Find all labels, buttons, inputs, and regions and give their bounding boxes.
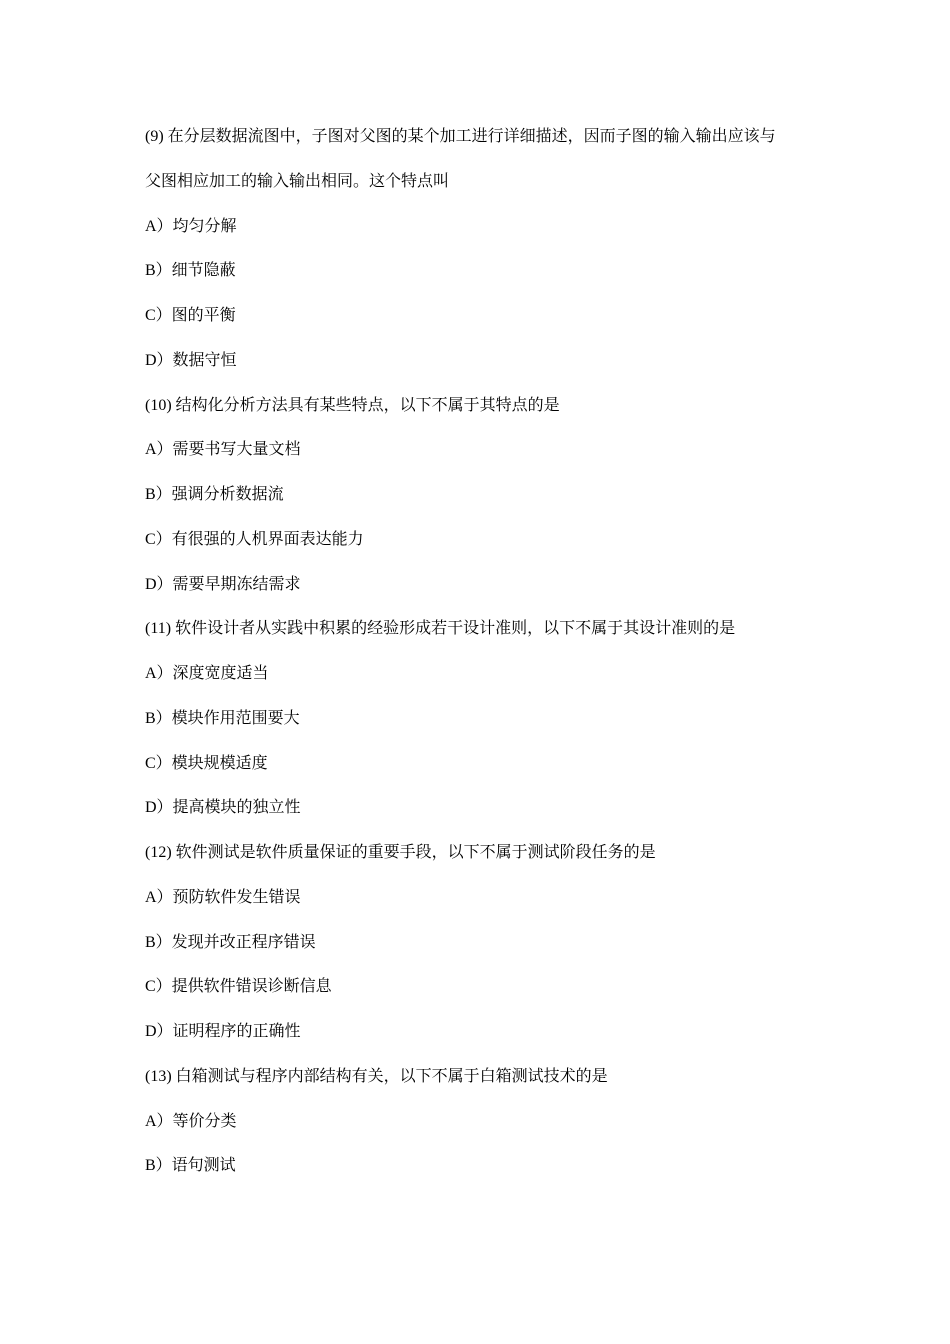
question-10-stem: (10) 结构化分析方法具有某些特点，以下不属于其特点的是 xyxy=(145,397,560,414)
question-9-option-a: A）均匀分解 xyxy=(145,218,237,235)
question-13-option-a: A）等价分类 xyxy=(145,1113,237,1130)
question-10-option-c: C）有很强的人机界面表达能力 xyxy=(145,531,364,548)
question-10-option-d: D）需要早期冻结需求 xyxy=(145,576,301,593)
question-10-option-a: A）需要书写大量文档 xyxy=(145,441,301,458)
question-9-option-c: C）图的平衡 xyxy=(145,307,236,324)
question-9-stem-line-2: 父图相应加工的输入输出相同。这个特点叫 xyxy=(145,173,450,190)
question-11-option-a: A）深度宽度适当 xyxy=(145,665,269,682)
question-12-option-b: B）发现并改正程序错误 xyxy=(145,934,316,951)
question-11-option-d: D）提高模块的独立性 xyxy=(145,799,301,816)
question-12-option-a: A）预防软件发生错误 xyxy=(145,889,301,906)
question-11-option-b: B）模块作用范围要大 xyxy=(145,710,300,727)
question-9-option-b: B）细节隐蔽 xyxy=(145,262,236,279)
question-13-option-b: B）语句测试 xyxy=(145,1157,236,1174)
question-10-option-b: B）强调分析数据流 xyxy=(145,486,284,503)
question-12-stem: (12) 软件测试是软件质量保证的重要手段，以下不属于测试阶段任务的是 xyxy=(145,844,656,861)
question-9-option-d: D）数据守恒 xyxy=(145,352,237,369)
question-13-stem: (13) 白箱测试与程序内部结构有关，以下不属于白箱测试技术的是 xyxy=(145,1068,608,1085)
question-12-option-c: C）提供软件错误诊断信息 xyxy=(145,978,332,995)
question-9-stem-line-1: (9) 在分层数据流图中，子图对父图的某个加工进行详细描述，因而子图的输入输出应该与 xyxy=(145,128,776,145)
question-11-stem: (11) 软件设计者从实践中积累的经验形成若干设计准则，以下不属于其设计准则的是 xyxy=(145,620,736,637)
question-11-option-c: C）模块规模适度 xyxy=(145,755,268,772)
question-12-option-d: D）证明程序的正确性 xyxy=(145,1023,301,1040)
